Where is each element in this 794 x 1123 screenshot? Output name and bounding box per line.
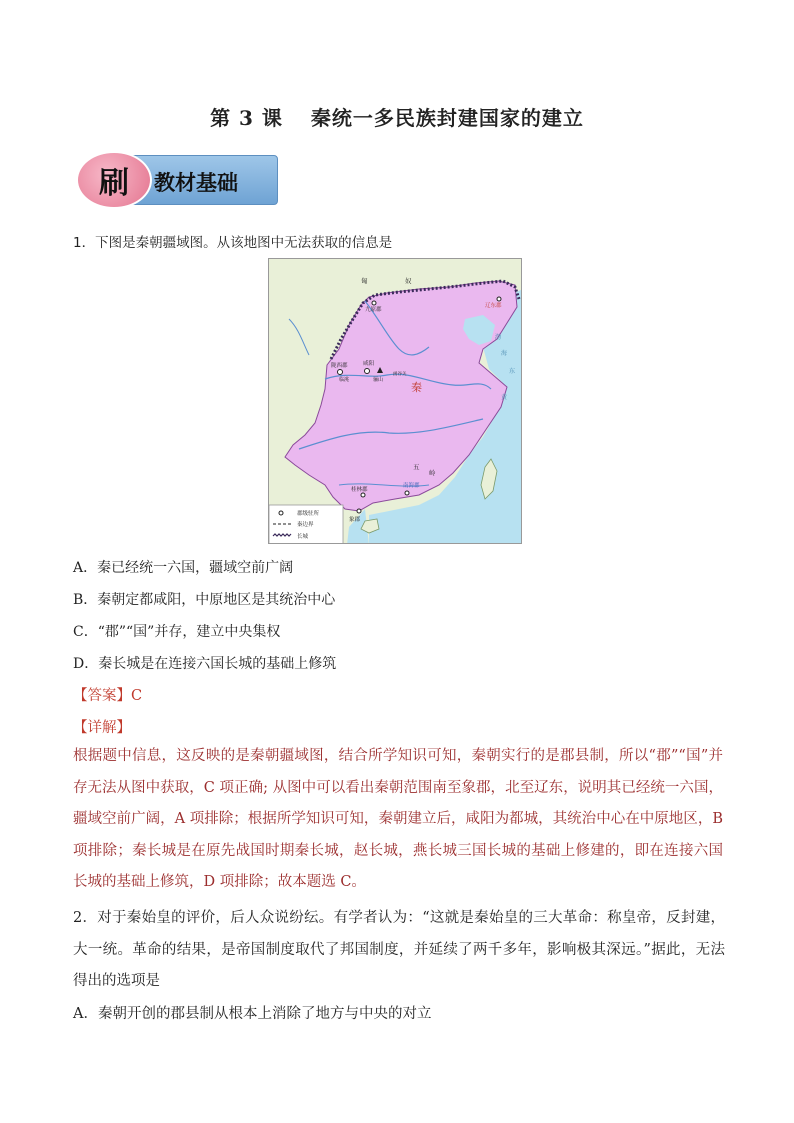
legend-wall-label: 长城 xyxy=(297,534,309,540)
question-2-option-a: A．秦朝开创的郡县制从根本上消除了地方与中央的对立 xyxy=(73,1006,432,1022)
guilin-mark xyxy=(361,493,365,497)
map-label-lishan: 骊山 xyxy=(373,377,384,383)
option-d: D．秦长城是在连接六国长城的基础上修筑 xyxy=(73,656,337,672)
map-label-lintao: 临洮 xyxy=(339,377,350,383)
qin-territory-map xyxy=(268,258,522,544)
map-label-huang: 黄 xyxy=(501,394,508,401)
map-label-wu: 五 xyxy=(413,463,420,471)
longxi-mark xyxy=(338,370,343,375)
banner-label: 教材基础 xyxy=(154,170,238,195)
banner-badge: 刷 xyxy=(76,151,152,209)
map-label-qin: 秦 xyxy=(411,381,422,394)
explanation-text: 根据题中信息，这反映的是秦朝疆域图，结合所学知识可知，秦朝实行的是郡县制，所以“郡”“国”并存无法从图中获取，C 项正确; 从图中可以看出秦朝范围南至象郡，北至辽东，说明其已经统一六国，疆域空前广阔，A 项排除；根据所学知识可知，秦朝建立后，咸阳为都城，其统治中心在中原地区，B 项排除；秦长城是在原先战国时期秦长城，赵长城，燕长城三国长城的基础上修建的，即在连接六国长城的基础上修筑，D 项排除；故本题选 C。 xyxy=(73,748,723,890)
nanhai-mark xyxy=(405,491,409,495)
option-b: B．秦朝定都咸阳，中原地区是其统治中心 xyxy=(73,592,336,608)
map-label-liaodong: 辽东郡 xyxy=(485,303,502,309)
detail-label: 【详解】 xyxy=(73,720,131,736)
legend-border-label: 秦边界 xyxy=(297,522,314,528)
map-label-longxi: 陇西郡 xyxy=(331,363,348,369)
answer-label: 【答案】C xyxy=(73,688,143,704)
question-1-stem: 1．下图是秦朝疆域图。从该地图中无法获取的信息是 xyxy=(73,235,393,251)
xianyang-mark xyxy=(365,369,370,374)
lesson-name: 秦统一多民族封建国家的建立 xyxy=(310,106,584,130)
map-label-xiongnu-2: 奴 xyxy=(405,277,412,285)
page-title xyxy=(0,102,794,131)
map-label-dong: 东 xyxy=(509,368,516,375)
map-label-nanhai: 南海郡 xyxy=(403,483,420,489)
jiuyuan-mark xyxy=(372,301,376,305)
map-label-xianyang: 咸阳 xyxy=(363,361,375,367)
legend-capital-icon xyxy=(279,511,283,515)
map-label-xiongnu-1: 匈 xyxy=(361,277,368,285)
lesson-number: 第 3 课 xyxy=(210,106,283,130)
map-label-hai: 海 xyxy=(501,350,508,357)
section-banner xyxy=(76,153,278,207)
option-a: A．秦已经统一六国，疆域空前广阔 xyxy=(73,560,294,576)
map-label-xiang: 象郡 xyxy=(349,517,361,523)
option-c: C．“郡”“国”并存，建立中央集权 xyxy=(73,624,281,640)
map-graphic xyxy=(269,259,522,544)
river-west xyxy=(289,319,309,355)
legend-capital-label: 郡级驻所 xyxy=(297,511,320,517)
map-label-hanguguan: 函谷关 xyxy=(393,372,407,377)
xiang-mark xyxy=(357,509,361,513)
map-label-jiuyuan: 九原郡 xyxy=(365,307,382,313)
map-label-bo: 渤 xyxy=(495,334,502,341)
question-2-stem: 2．对于秦始皇的评价，后人众说纷纭。有学者认为：“这就是秦始皇的三大革命：称皇帝，反封建，大一统。革命的结果，是帝国制度取代了邦国制度，并延续了两千多年，影响极其深远。”据此，无法得出的选项是 xyxy=(73,910,725,989)
map-label-guilin: 桂林郡 xyxy=(351,487,368,493)
map-label-ling: 岭 xyxy=(429,469,436,477)
liaodong-mark xyxy=(497,297,501,301)
